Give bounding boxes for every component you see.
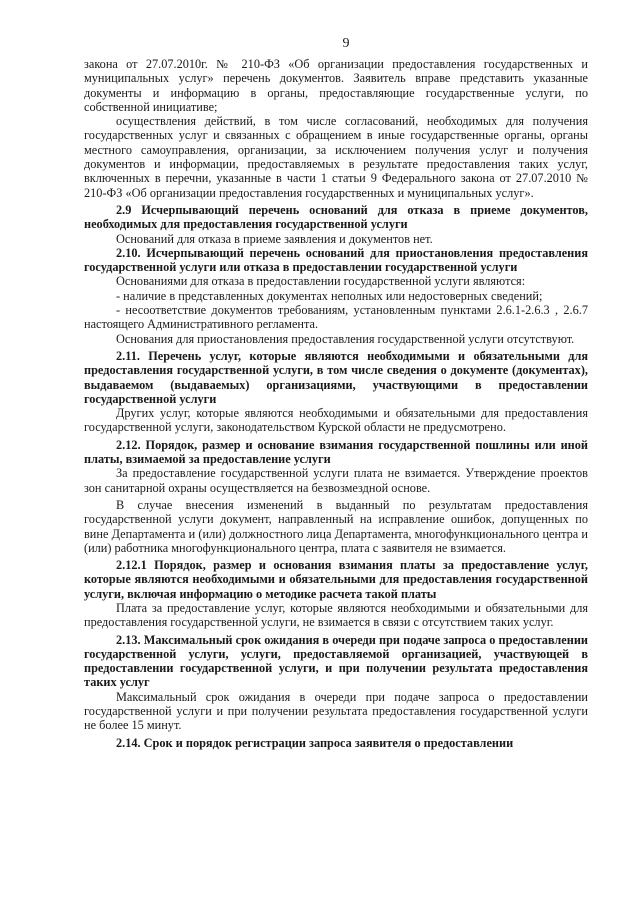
page-number: 9: [342, 36, 350, 51]
paragraph-10: Максимальный срок ожидания в очереди при подаче запроса о предоставлении государственной услуги и при получении результата предоставления государственной услуги не более 15 минут.: [84, 689, 588, 733]
paragraph-7: За предоставление государственной услуги плата не взимается. Утверждение проектов зон санитарной охраны осуществляется на безвозмездной основе.: [84, 466, 588, 495]
section-2-10-heading: 2.10. Исчерпывающий перечень оснований для приостановления предоставления государственной услуги или отказа в предоставлении государственной услуги: [84, 245, 588, 275]
list-item-2: - несоответствие документов требованиям, установленным пунктами 2.6.1-2.6.3 , 2.6.7 настоящего Административного регламента.: [84, 303, 588, 332]
section-2-12-heading: 2.12. Порядок, размер и основание взимания государственной пошлины или иной платы, взимаемой за предоставление услуги: [84, 437, 588, 467]
paragraph-4: Основаниями для отказа в предоставлении государственной услуги являются:: [116, 274, 526, 289]
section-2-12-1-heading: 2.12.1 Порядок, размер и основания взимания платы за предоставление услуг, которые являются необходимыми и обязательными для предоставления государственной услуги, включая информацию о методике расчета такой платы: [84, 558, 588, 601]
paragraph-6: Других услуг, которые являются необходимыми и обязательными для предоставления государственной услуги, законодательством Курской области не предусмотрено.: [84, 406, 588, 435]
section-2-11-heading: 2.11. Перечень услуг, которые являются необходимыми и обязательными для предоставления государственной услуги, в том числе сведения о документе (документах), выдаваемом (выдаваемых) организациями, участвующими в предоставлении государственной услуги: [84, 348, 588, 406]
list-item-1: - наличие в представленных документах неполных или недостоверных сведений;: [116, 288, 543, 303]
section-2-13-heading: 2.13. Максимальный срок ожидания в очереди при подаче запроса о предоставлении государственной услуги, услуги, предоставляемой организацией, участвующей в предоставлении государственной услуги, и при получении результата предоставления таких услуг: [84, 632, 588, 690]
paragraph-1: закона от 27.07.2010г. № 210-ФЗ «Об организации предоставления государственных и муниципальных услуг» перечень документов. Заявитель вправе представить указанные документы и информацию в органы, предоставляющие государственные услуги, по собственной инициативе;: [84, 57, 588, 114]
paragraph-9: Плата за предоставление услуг, которые являются необходимыми и обязательными для предоставления государственной услуги, не взимается в связи с отсутствием таких услуг.: [84, 600, 588, 630]
paragraph-2: осуществления действий, в том числе согласований, необходимых для получения государственных услуг и связанных с обращением в иные государственные органы, органы местного самоуправления, организации, за исключением получения услуг и получения документов и информации, предоставляемых в результате предоставления таких услуг, включенных в перечни, указанные в части 1 статьи 9 Федерального закона от 27.07.2010 № 210-ФЗ «Об организации предоставления государственных и муниципальных услуг».: [84, 114, 588, 200]
section-2-9-heading: 2.9 Исчерпывающий перечень оснований для отказа в приеме документов, необходимых для предоставления государственной услуги: [84, 202, 588, 232]
paragraph-5: Основания для приостановления предоставления государственной услуги отсутствуют.: [116, 331, 575, 346]
paragraph-3: Оснований для отказа в приеме заявления и документов нет.: [116, 231, 433, 246]
section-2-14-heading: 2.14. Срок и порядок регистрации запроса заявителя о предоставлении: [116, 735, 514, 750]
paragraph-8: В случае внесения изменений в выданный по результатам предоставления государственной услуги документ, направленный на исправление ошибок, допущенных по вине Департамента и (или) должностного лица Департамента, многофункционального центра и (или) работника многофункционального центра, плата с заявителя не взимается.: [84, 497, 588, 555]
